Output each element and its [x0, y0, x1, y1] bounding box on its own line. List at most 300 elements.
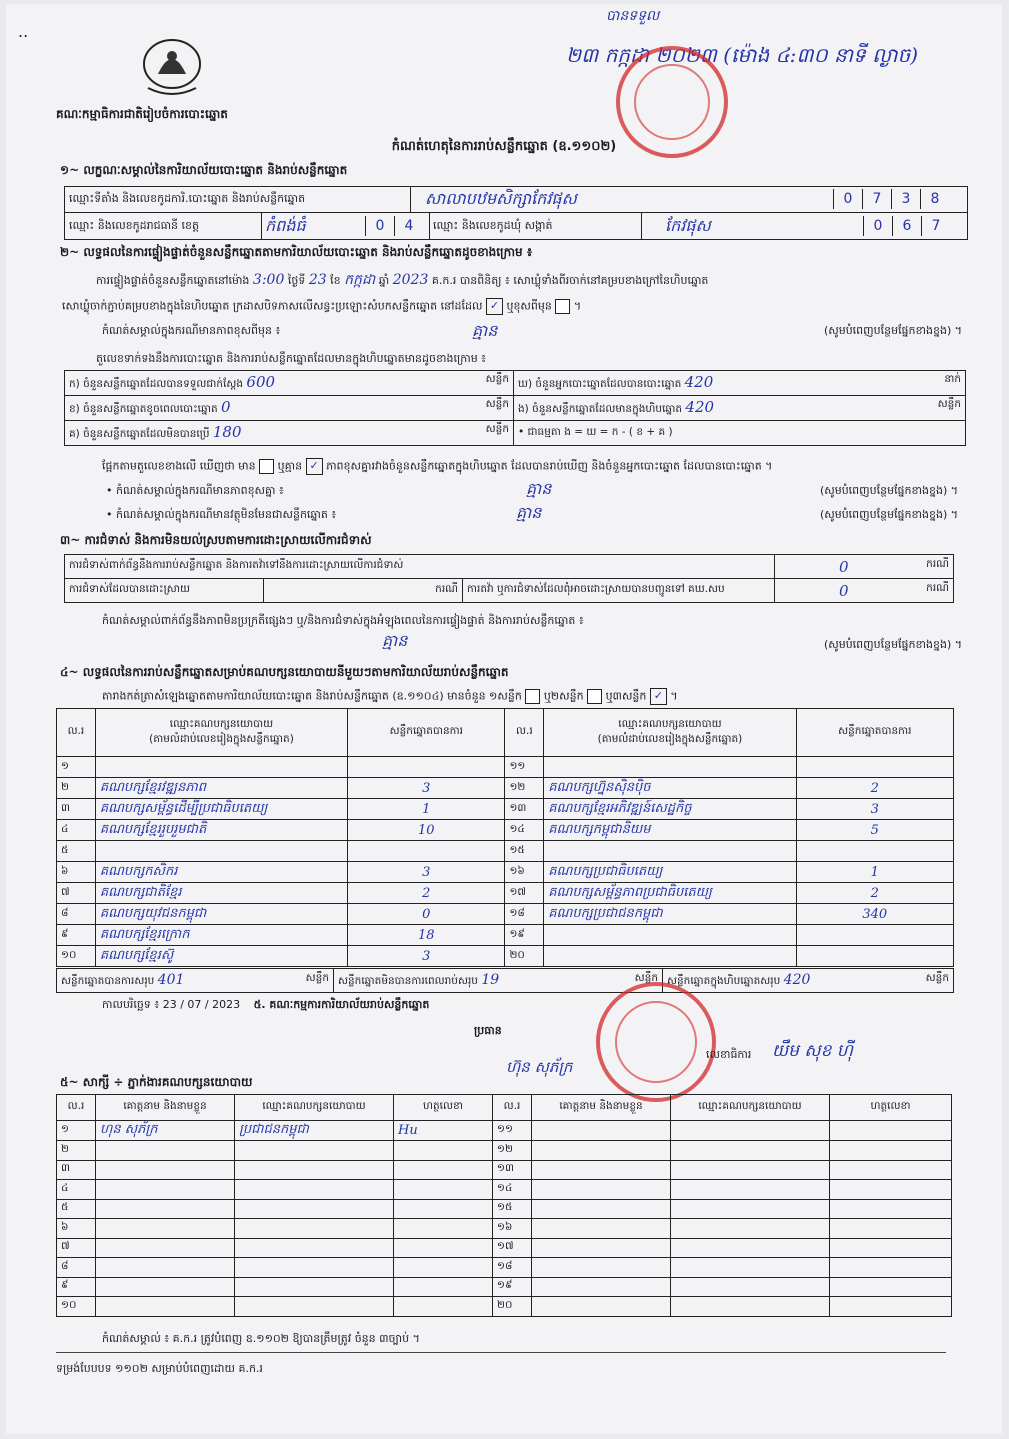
result-party: គណបក្សកសិករ: [95, 862, 347, 883]
witness-party[interactable]: [671, 1180, 830, 1200]
results-totals: [56, 968, 954, 993]
result-no: ៤: [57, 820, 96, 841]
province-code-digit: 4: [394, 216, 423, 236]
witness-no: ១៦: [493, 1219, 532, 1239]
station-code-digit: 8: [920, 189, 949, 209]
verification-line2: សោឃ្លុំចាក់ភ្ជាប់គម្របខាងក្នុងនៃហិបឆ្នោត ក្រដាសបិទភាសលើសន្ធះប្រឡោះសំបកសន្លឹកឆ្នោត នៅដដែល ✓ ឬខុសពីមុន ។: [62, 298, 581, 316]
total-valid-value: 401: [157, 971, 185, 988]
result-party: [544, 841, 796, 862]
results-table: [56, 708, 954, 967]
objection-row: [65, 555, 775, 579]
result-party: [95, 841, 347, 862]
province-code-digit: 0: [365, 216, 394, 236]
changed-checkbox[interactable]: [555, 299, 570, 314]
counts-table: [64, 370, 966, 446]
result-votes: [348, 841, 505, 862]
col-votes-header: សន្លឹកឆ្នោតបានការ: [796, 709, 953, 757]
compare-text: ផ្អែកតាមតួលេខខាងលើ ឃើញថា មាន: [102, 459, 256, 473]
result-votes: 0: [348, 904, 505, 925]
result-no: ១៤: [505, 820, 544, 841]
result-no: ៨: [57, 904, 96, 925]
result-party: [95, 757, 347, 778]
unit-label: ករណី: [926, 581, 949, 594]
witness-party[interactable]: [235, 1219, 394, 1239]
witness-signature[interactable]: [830, 1160, 952, 1180]
col-party-header: [544, 709, 796, 757]
date-label: កាលបរិច្ឆេទ ៖: [102, 998, 160, 1011]
witness-name[interactable]: [96, 1180, 235, 1200]
result-party: គណបក្សជាតិខ្មែរ: [95, 883, 347, 904]
unit-label: ករណី: [926, 557, 949, 570]
ballots-in-box-value: 420: [685, 398, 715, 416]
voters-value: 420: [684, 373, 714, 391]
result-votes: 3: [796, 799, 953, 820]
result-row: [57, 799, 954, 820]
commune-code-digit: 6: [892, 216, 921, 236]
objection-label: ការជំទាស់ពាក់ព័ន្ធនឹងការរាប់សន្លឹកឆ្នោត និងការតវ៉ាទៅនឹងការដោះស្រាយលើការជំទាស់: [69, 559, 404, 571]
unit-label: សន្លឹក: [937, 398, 961, 410]
unit-label: សន្លឹក: [634, 971, 658, 984]
section3-title: ៣~ ការជំទាស់ និងការមិនយល់ស្របតាមការដោះស្រាយលើការជំទាស់: [60, 533, 372, 547]
witness-signature[interactable]: Hu: [394, 1121, 493, 1141]
witness-party[interactable]: [671, 1258, 830, 1278]
verification-line1: [96, 270, 976, 291]
date-month: 07: [187, 998, 202, 1011]
resolved-label-cell: ការជំទាស់ដែលបានដោះស្រាយ: [65, 579, 264, 603]
result-no: ៦: [57, 862, 96, 883]
witness-name[interactable]: [532, 1277, 671, 1297]
irregularity-note: កំណត់សម្គាល់ពាក់ព័ន្ធនឹងភាពមិនប្រក្រតីផ្សេងៗ ឬ/និងការជំទាស់ក្នុងអំឡុងពេលនៃការផ្ទៀងផ្ទាត់ និងការរាប់សន្លឹកឆ្នោត ៖: [102, 614, 584, 627]
witness-party[interactable]: [235, 1258, 394, 1278]
witness-party[interactable]: [671, 1121, 830, 1141]
result-no: ៩: [57, 925, 96, 946]
witness-no: ១៣: [493, 1160, 532, 1180]
witness-party[interactable]: [235, 1238, 394, 1258]
difference-note-label: កំណត់សម្គាល់ក្នុងករណីមានភាពខុសពីមុន ៖: [102, 324, 281, 337]
witness-signature[interactable]: [830, 1277, 952, 1297]
witness-no: ១៥: [493, 1199, 532, 1219]
commune-label: ឈ្មោះ និងលេខកូដឃុំ សង្កាត់: [433, 219, 553, 232]
witness-no: ១០: [57, 1297, 96, 1317]
fill-hint: (សូមបំពេញបន្ថែមផ្នែកខាងខ្នង) ។: [823, 324, 962, 337]
result-votes: [348, 757, 505, 778]
received-note: បានទទួល: [606, 8, 660, 24]
witness-party[interactable]: [671, 1277, 830, 1297]
three-sheet-checkbox[interactable]: ✓: [650, 688, 667, 705]
result-party: គណបក្សខ្មែរវឌ្ឍនភាព: [95, 778, 347, 799]
section4-title: ៤~ លទ្ធផលនៃការរាប់សន្លឹកឆ្នោតសម្រាប់គណបក្សនយោបាយនីមួយៗតាមការិយាល័យរាប់សន្លឹកឆ្នោត: [60, 665, 509, 679]
no-difference-label: ឬគ្មាន: [277, 459, 303, 473]
bullet1-line: [106, 479, 958, 500]
province-label: ឈ្មោះ និងលេខកូដរាជធានី ខេត្ត: [69, 219, 199, 232]
secretary-label: លេខាធិការ: [706, 1048, 752, 1061]
result-party: គណបក្សខ្មែរក្រោក: [95, 925, 347, 946]
foreign-object-label: • កំណត់សម្គាល់ក្នុងករណីមានវត្ថុមិនមែនជាសន្លឹកឆ្នោត ៖: [106, 508, 337, 521]
result-no: ១: [57, 757, 96, 778]
witness-party-header: ឈ្មោះគណបក្សនយោបាយ: [671, 1095, 830, 1121]
result-row: [57, 757, 954, 778]
witness-name[interactable]: [532, 1160, 671, 1180]
month-label: ខែ: [330, 274, 341, 287]
witness-signature[interactable]: [830, 1199, 952, 1219]
polling-station-name: សាលាបឋមសិក្សាកែវផុស: [425, 189, 577, 208]
witness-signature[interactable]: [830, 1297, 952, 1317]
difference-note-line: [102, 321, 962, 340]
count-row: [514, 396, 966, 421]
witness-party[interactable]: [671, 1199, 830, 1219]
witness-row: [57, 1180, 952, 1200]
result-row: [57, 778, 954, 799]
unit-label: សន្លឹក: [485, 423, 509, 435]
result-party: គណបក្សប្រជាជនកម្ពុជា: [544, 904, 796, 925]
witness-signature[interactable]: [394, 1297, 493, 1317]
received-ballots-label: ក) ចំនួនសន្លឹកឆ្នោតដែលបានទទួលជាក់ស្តែង: [69, 378, 244, 390]
result-no: ១៣: [505, 799, 544, 820]
result-row: [57, 862, 954, 883]
witness-party[interactable]: [235, 1141, 394, 1161]
witness-name[interactable]: [96, 1141, 235, 1161]
committee-label: ៥. គណៈកម្មការការិយាល័យរាប់សន្លឹកឆ្នោត: [253, 998, 430, 1011]
result-votes: 3: [348, 946, 505, 967]
witness-row: [57, 1277, 952, 1297]
result-no: ២: [57, 778, 96, 799]
same-checkbox[interactable]: ✓: [486, 298, 503, 315]
commune-code-digit: 0: [863, 216, 892, 236]
corner-dots: ..: [18, 22, 29, 41]
form-caption: ទម្រង់បែបបទ ១១០២ សម្រាប់បំពេញដោយ គ.ក.រ: [56, 1362, 263, 1375]
result-party: គណបក្សសម្ព័ន្ធភាពប្រជាធិបតេយ្យ: [544, 883, 796, 904]
station-code-digit: 7: [862, 189, 891, 209]
document-page: [6, 4, 1002, 1434]
objections-table: [64, 554, 954, 603]
year-label: ឆ្នាំ: [378, 274, 390, 287]
result-no: ១៥: [505, 841, 544, 862]
section1-title: ១~ លក្ខណៈសម្គាល់នៃការិយាល័យបោះឆ្នោត និងរាប់សន្លឹកឆ្នោត: [60, 163, 348, 177]
has-difference-checkbox[interactable]: [259, 459, 274, 474]
fill-hint: (សូមបំពេញបន្ថែមផ្នែកខាងខ្នង) ។: [819, 484, 958, 497]
difference-note-value: គ្មាន: [472, 321, 498, 340]
witness-name[interactable]: [532, 1219, 671, 1239]
witness-signature[interactable]: [394, 1160, 493, 1180]
two-sheet-checkbox[interactable]: [587, 689, 602, 704]
witness-no: ១៨: [493, 1258, 532, 1278]
voters-label: ឃ) ចំនួនអ្នកបោះឆ្នោតដែលបានបោះឆ្នោត: [518, 378, 682, 390]
witness-no: ២០: [493, 1297, 532, 1317]
result-votes: [796, 841, 953, 862]
result-no: ១២: [505, 778, 544, 799]
result-party: គណបក្សសម្ព័ន្ធដើម្បីប្រជាធិបតេយ្យ: [95, 799, 347, 820]
witness-party[interactable]: [235, 1297, 394, 1317]
col-party-title: ឈ្មោះគណបក្សនយោបាយ: [169, 717, 274, 730]
unused-ballots-label: គ) ចំនួនសន្លឹកឆ្នោតដែលមិនបានប្រើ: [69, 428, 210, 440]
official-stamp-bottom: [596, 982, 716, 1102]
witness-signature[interactable]: [830, 1141, 952, 1161]
col-party-header: [95, 709, 347, 757]
witness-no: ៧: [57, 1238, 96, 1258]
result-no: ១០: [57, 946, 96, 967]
verification-text: គ.ក.រ បានពិនិត្យ ៖ សោឃ្លុំទាំងពីរចាក់នៅគម្របខាងក្រៅនៃហិបឆ្នោត: [431, 274, 709, 287]
witness-party[interactable]: [671, 1297, 830, 1317]
witness-no-header: ល.រ: [57, 1095, 96, 1121]
tally-sheet-line: តារាងកត់ត្រាសំឡេងឆ្នោតតាមការិយាល័យបោះឆ្នោត និងរាប់សន្លឹកឆ្នោត (ឧ.១១០៤) មានចំនួន ១សន្លឹក ឬ២សន្លឹក ឬ៣សន្លឹក ✓ ។: [102, 688, 678, 706]
col-party-subtitle: (តាមលំដាប់លេខរៀងក្នុងសន្លឹកឆ្នោត): [149, 732, 294, 745]
unit-label: សន្លឹក: [925, 971, 949, 984]
witness-sign-header: ហត្ថលេខា: [394, 1095, 493, 1121]
witness-name[interactable]: [532, 1180, 671, 1200]
fill-hint: (សូមបំពេញបន្ថែមផ្នែកខាងខ្នង) ។: [819, 508, 958, 521]
result-no: ៣: [57, 799, 96, 820]
witness-signature[interactable]: [394, 1199, 493, 1219]
result-party: គណបក្សខ្មែរស៊ូ: [95, 946, 347, 967]
count-row: [514, 371, 966, 396]
witness-no: ៩: [57, 1277, 96, 1297]
witness-party[interactable]: [235, 1277, 394, 1297]
total-invalid-value: 19: [481, 971, 500, 988]
polling-station-label: ឈ្មោះទីតាំង និងលេខកូដការិ.បោះឆ្នោត និងរាប់សន្លឹកឆ្នោត: [69, 192, 306, 205]
formula: • ជាធម្មតា ង = ឃ = ក - ( ខ + គ ): [514, 421, 966, 446]
unit-label: សន្លឹក: [305, 971, 329, 984]
result-party: គណបក្សហ្វ៊ុនស៊ិនប៉ិច: [544, 778, 796, 799]
document-title: កំណត់ហេតុនៃការរាប់សន្លឹកឆ្នោត (ឧ.១១០២): [391, 139, 617, 154]
footer-note: កំណត់សម្គាល់ ៖ គ.ក.រ ត្រូវបំពេញ ឧ.១១០២ ឱ្យបានត្រឹមត្រូវ ចំនួន ៣ច្បាប់ ។: [102, 1332, 420, 1345]
chair-signature: ហ៊ុន សុភ័ក្រ: [506, 1058, 573, 1076]
witness-row: [57, 1141, 952, 1161]
witness-no: ៥: [57, 1199, 96, 1219]
witness-row: [57, 1121, 952, 1141]
witness-name[interactable]: [532, 1199, 671, 1219]
result-votes: [796, 757, 953, 778]
ballots-in-box-label: ង) ចំនួនសន្លឹកឆ្នោតដែលមានក្នុងហិបឆ្នោត: [518, 403, 683, 415]
objection-count: 0: [839, 557, 849, 576]
changed-label: ឬខុសពីមុន: [506, 299, 552, 313]
foreign-object-value: គ្មាន: [516, 503, 542, 522]
result-row: [57, 925, 954, 946]
witness-table: [56, 1094, 952, 1317]
verification-time-label: ការផ្ទៀងផ្ទាត់ចំនួនសន្លឹកឆ្នោតនៅម៉ោង: [96, 274, 250, 287]
footer-divider: [56, 1352, 946, 1353]
tally-sheet-text: តារាងកត់ត្រាសំឡេងឆ្នោតតាមការិយាល័យបោះឆ្នោត និងរាប់សន្លឹកឆ្នោត (ឧ.១១០៤) មានចំនួន ១សន្លឹក: [102, 689, 522, 703]
witness-name[interactable]: [96, 1297, 235, 1317]
witness-row: [57, 1219, 952, 1239]
result-party: គណបក្សប្រជាធិបតេយ្យ: [544, 862, 796, 883]
witness-name[interactable]: [96, 1219, 235, 1239]
result-party: គណបក្សខ្មែរអភិវឌ្ឍន៍សេដ្ឋកិច្ច: [544, 799, 796, 820]
verification-day: 23: [308, 272, 327, 288]
result-votes: 1: [348, 799, 505, 820]
no-difference-checkbox[interactable]: ✓: [306, 458, 323, 475]
three-sheet-label: ឬ៣សន្លឹក: [605, 689, 647, 703]
witness-party[interactable]: [235, 1160, 394, 1180]
section1-box: [64, 186, 968, 240]
result-no: ១១: [505, 757, 544, 778]
result-votes: [796, 925, 953, 946]
count-row: [65, 421, 514, 446]
result-votes: 1: [796, 862, 953, 883]
commune-name: កែវផុស: [665, 216, 711, 235]
count-row: [65, 396, 514, 421]
witness-name-header: គោត្តនាម និងនាមខ្លួន: [96, 1095, 235, 1121]
witness-name[interactable]: ហុន សុភ័ក្រ: [96, 1121, 235, 1141]
section5-title: ៥~ សាក្សី ÷ ភ្នាក់ងារគណបក្សនយោបាយ: [60, 1075, 253, 1089]
result-row: [57, 841, 954, 862]
witness-name[interactable]: [96, 1277, 235, 1297]
total-box-value: 420: [783, 971, 811, 988]
total-valid-label: សន្លឹកឆ្នោតបានការសរុប: [61, 974, 155, 987]
col-no-header: ល.រ: [57, 709, 96, 757]
secretary-signature: យឹម សុខ ហ៊ី: [772, 1041, 853, 1061]
witness-name[interactable]: [96, 1160, 235, 1180]
two-sheet-label: ឬ២សន្លឹក: [543, 689, 584, 703]
witness-signature[interactable]: [394, 1141, 493, 1161]
difference-bullet-label: • កំណត់សម្គាល់ក្នុងករណីមានភាពខុសគ្នា ៖: [106, 484, 284, 497]
compare-text-end: ភាពខុសគ្នារវាងចំនួនសន្លឹកឆ្នោតក្នុងហិបឆ្នោត ដែលបានរាប់ឃើញ និងចំនួនអ្នកបោះឆ្នោត ដែលបានបោះឆ្នោត ។: [326, 459, 773, 473]
witness-party[interactable]: [671, 1238, 830, 1258]
station-code-digit: 0: [833, 189, 862, 209]
commune-code-digit: 7: [921, 216, 950, 236]
witness-no: ១៩: [493, 1277, 532, 1297]
bullet2-line: [106, 503, 958, 524]
unit-label: សន្លឹក: [485, 398, 509, 410]
witness-no: ៦: [57, 1219, 96, 1239]
witness-no: ៤: [57, 1180, 96, 1200]
witness-signature[interactable]: [394, 1219, 493, 1239]
date-day: 23: [162, 998, 177, 1011]
result-no: ២០: [505, 946, 544, 967]
result-party: [544, 757, 796, 778]
date-line: កាលបរិច្ឆេទ ៖ 23 / 07 / 2023 ៥. គណៈកម្មការការិយាល័យរាប់សន្លឹកឆ្នោត: [102, 998, 430, 1011]
witness-no: ១: [57, 1121, 96, 1141]
result-party: [544, 946, 796, 967]
witness-party[interactable]: [671, 1160, 830, 1180]
witness-signature[interactable]: [830, 1219, 952, 1239]
witness-no: ២: [57, 1141, 96, 1161]
received-datetime: ២៣ កក្កដា ២០២៣ (ម៉ោង ៤:៣០ នាទី ល្ងាច): [566, 43, 918, 67]
province-name: កំពង់ធំ: [265, 216, 306, 235]
unit-label: ករណី: [435, 583, 458, 595]
witness-row: [57, 1160, 952, 1180]
witness-party[interactable]: [235, 1199, 394, 1219]
nec-emblem-icon: [132, 34, 212, 106]
counts-intro: តួលេខទាក់ទងនឹងការបោះឆ្នោត និងការរាប់សន្លឹកឆ្នោតដែលមានក្នុងហិបឆ្នោតមានដូចខាងក្រោម ៖: [96, 352, 487, 365]
witness-signature[interactable]: [394, 1277, 493, 1297]
witness-signature[interactable]: [394, 1258, 493, 1278]
col-party-title: ឈ្មោះគណបក្សនយោបាយ: [618, 717, 722, 730]
witness-party[interactable]: [671, 1141, 830, 1161]
unit-label: សន្លឹក: [485, 373, 509, 385]
witness-no: ៣: [57, 1160, 96, 1180]
witness-party[interactable]: ប្រជាជនកម្ពុជា: [235, 1121, 394, 1141]
spoiled-ballots-value: 0: [221, 398, 231, 416]
section2-title: ២~ លទ្ធផលនៃការផ្ទៀងផ្ទាត់ចំនួនសន្លឹកឆ្នោតតាមការិយាល័យបោះឆ្នោត និងរាប់សន្លឹកឆ្នោតដូចខាងក្រោម ៖: [60, 245, 533, 259]
verification-year: 2023: [392, 272, 429, 288]
result-no: ១៨: [505, 904, 544, 925]
witness-signature[interactable]: [830, 1258, 952, 1278]
forwarded-count: 0: [839, 581, 849, 600]
commission-name: គណៈកម្មាធិការជាតិរៀបចំការបោះឆ្នោត: [56, 107, 228, 121]
one-sheet-checkbox[interactable]: [525, 689, 540, 704]
total-invalid-cell: [334, 969, 663, 993]
irregularity-note-value: គ្មាន: [382, 631, 408, 650]
result-no: ១៧: [505, 883, 544, 904]
witness-no: ១១: [493, 1121, 532, 1141]
forwarded-value-cell: [775, 579, 954, 603]
result-votes: 2: [348, 883, 505, 904]
result-no: ៧: [57, 883, 96, 904]
witness-party[interactable]: [671, 1219, 830, 1239]
witness-name[interactable]: [532, 1238, 671, 1258]
result-party: គណបក្សកម្ពុជានិយម: [544, 820, 796, 841]
witness-row: [57, 1238, 952, 1258]
witness-signature[interactable]: [830, 1238, 952, 1258]
witness-row: [57, 1199, 952, 1219]
resolved-value-cell: [264, 579, 463, 603]
unused-ballots-value: 180: [212, 423, 242, 441]
result-party: [544, 925, 796, 946]
received-ballots-value: 600: [246, 373, 276, 391]
witness-party[interactable]: [235, 1180, 394, 1200]
date-year: 2023: [212, 998, 241, 1011]
witness-sign-header: ហត្ថលេខា: [830, 1095, 952, 1121]
result-row: [57, 904, 954, 925]
witness-no: ១២: [493, 1141, 532, 1161]
result-no: ៥: [57, 841, 96, 862]
witness-name[interactable]: [532, 1258, 671, 1278]
count-row: [65, 371, 514, 396]
col-votes-header: សន្លឹកឆ្នោតបានការ: [348, 709, 505, 757]
total-box-cell: [663, 969, 954, 993]
witness-name[interactable]: [532, 1121, 671, 1141]
unit-label: នាក់: [944, 373, 961, 385]
total-valid-cell: [57, 969, 334, 993]
witness-no: ១៧: [493, 1238, 532, 1258]
day-label: ថ្ងៃទី: [287, 274, 306, 287]
witness-name[interactable]: [96, 1238, 235, 1258]
witness-row: [57, 1297, 952, 1317]
witness-signature[interactable]: [830, 1180, 952, 1200]
station-code-digit: 3: [891, 189, 920, 209]
witness-signature[interactable]: [394, 1238, 493, 1258]
result-no: ១៦: [505, 862, 544, 883]
witness-name[interactable]: [96, 1199, 235, 1219]
witness-signature[interactable]: [830, 1121, 952, 1141]
witness-name[interactable]: [532, 1141, 671, 1161]
result-party: គណបក្សខ្មែររួបរួមជាតិ: [95, 820, 347, 841]
seal-status-text: សោឃ្លុំចាក់ភ្ជាប់គម្របខាងក្នុងនៃហិបឆ្នោត ក្រដាសបិទភាសលើសន្ធះប្រឡោះសំបកសន្លឹកឆ្នោត នៅដដែល: [62, 299, 483, 313]
result-votes: 3: [348, 862, 505, 883]
difference-bullet-value: គ្មាន: [526, 479, 552, 498]
forwarded-label-cell: ការតវ៉ា ឬការជំទាស់ដែលពុំអាចដោះស្រាយបានបញ្ជូនទៅ គឃ.សប: [463, 579, 775, 603]
total-box-label: សន្លឹកឆ្នោតក្នុងហិបឆ្នោតសរុប: [667, 974, 781, 987]
result-votes: 10: [348, 820, 505, 841]
compare-line: [102, 458, 772, 476]
witness-name[interactable]: [96, 1258, 235, 1278]
witness-no-header: ល.រ: [493, 1095, 532, 1121]
objection-value-cell: [775, 555, 954, 579]
result-no: ១៩: [505, 925, 544, 946]
witness-signature[interactable]: [394, 1180, 493, 1200]
witness-name[interactable]: [532, 1297, 671, 1317]
result-votes: 18: [348, 925, 505, 946]
result-row: [57, 883, 954, 904]
result-row: [57, 820, 954, 841]
witness-no: ១៤: [493, 1180, 532, 1200]
verification-month: កក្កដា: [344, 272, 376, 288]
witness-row: [57, 1258, 952, 1278]
fill-hint: (សូមបំពេញបន្ថែមផ្នែកខាងខ្នង) ។: [823, 638, 962, 651]
result-votes: 3: [348, 778, 505, 799]
total-invalid-label: សន្លឹកឆ្នោតមិនបានការពេលរាប់សរុប: [338, 974, 478, 987]
spoiled-ballots-label: ខ) ចំនួនសន្លឹកឆ្នោតខូចពេលបោះឆ្នោត: [69, 403, 218, 415]
